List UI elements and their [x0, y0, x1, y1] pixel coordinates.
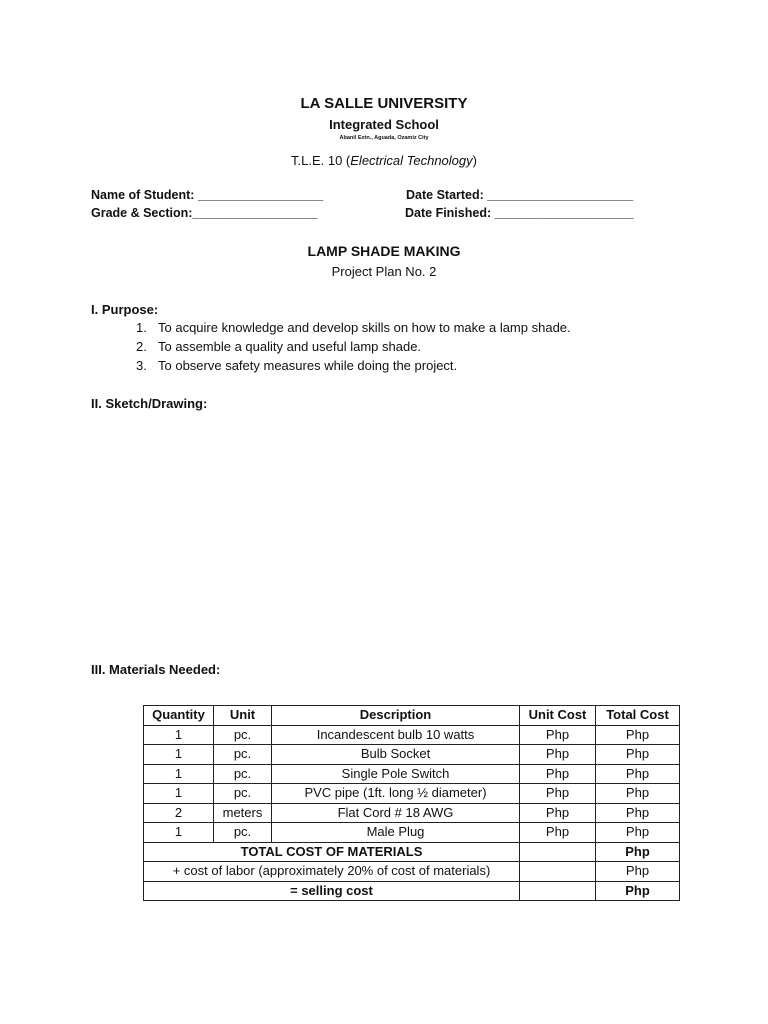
name-of-student-field[interactable]: Name of Student: __________________ [91, 188, 324, 202]
materials-heading: III. Materials Needed: [91, 662, 221, 677]
cell-quantity: 1 [144, 784, 214, 804]
selling-cost-row [144, 881, 680, 901]
cell-unit-cost: Php [520, 823, 596, 843]
selling-cost-unit-cell [520, 881, 596, 901]
selling-cost-value: Php [596, 881, 680, 901]
cell-unit-cost: Php [520, 803, 596, 823]
date-started-field[interactable]: Date Started: _____________________ [406, 188, 634, 202]
table-header-row [144, 706, 680, 726]
cell-unit-cost: Php [520, 764, 596, 784]
cell-unit-cost: Php [520, 745, 596, 765]
project-plan: Project Plan No. 2 [331, 264, 437, 279]
total-cost-unit-cell [520, 842, 596, 862]
table-row [144, 823, 680, 843]
grade-section-field[interactable]: Grade & Section:__________________ [91, 206, 318, 220]
column-header-quantity: Quantity [144, 706, 214, 726]
cell-unit: pc. [214, 745, 272, 765]
table-row [144, 803, 680, 823]
purpose-item-number: 2. [136, 339, 147, 354]
purpose-item-number: 3. [136, 358, 147, 373]
sketch-heading: II. Sketch/Drawing: [91, 396, 208, 411]
cell-unit: pc. [214, 764, 272, 784]
cell-quantity: 1 [144, 764, 214, 784]
project-title: LAMP SHADE MAKING [307, 243, 461, 259]
labor-cost-unit-cell [520, 862, 596, 882]
purpose-item-text: To observe safety measures while doing the project. [158, 358, 458, 373]
cell-unit: meters [214, 803, 272, 823]
cell-total-cost: Php [596, 784, 680, 804]
table-row [144, 725, 680, 745]
column-header-total-cost: Total Cost [596, 706, 680, 726]
subject-suffix: ) [472, 153, 477, 168]
cell-description: Bulb Socket [272, 745, 520, 765]
school-address: Abanil Extn., Aguada, Ozamiz City [339, 135, 429, 141]
cell-unit: pc. [214, 784, 272, 804]
cell-description: Flat Cord # 18 AWG [272, 803, 520, 823]
column-header-description: Description [272, 706, 520, 726]
purpose-item [136, 320, 571, 335]
cell-total-cost: Php [596, 764, 680, 784]
selling-cost-label: = selling cost [144, 881, 520, 901]
cell-unit: pc. [214, 823, 272, 843]
purpose-item-text: To assemble a quality and useful lamp shade. [158, 339, 422, 354]
total-cost-value: Php [596, 842, 680, 862]
cell-description: Male Plug [272, 823, 520, 843]
cell-total-cost: Php [596, 803, 680, 823]
cell-description: Single Pole Switch [272, 764, 520, 784]
cell-quantity: 1 [144, 823, 214, 843]
cell-unit-cost: Php [520, 725, 596, 745]
sketch-area [91, 418, 679, 648]
labor-cost-row [144, 862, 680, 882]
labor-cost-value: Php [596, 862, 680, 882]
cell-total-cost: Php [596, 725, 680, 745]
purpose-item-number: 1. [136, 320, 147, 335]
table-row [144, 784, 680, 804]
total-cost-row [144, 842, 680, 862]
cell-description: PVC pipe (1ft. long ½ diameter) [272, 784, 520, 804]
purpose-item [136, 358, 457, 373]
cell-unit: pc. [214, 725, 272, 745]
university-name: LA SALLE UNIVERSITY [300, 95, 468, 112]
subject-italic: Electrical Technology [350, 153, 473, 168]
subject-prefix: T.L.E. 10 ( [291, 153, 351, 168]
purpose-item [136, 339, 421, 354]
cell-description: Incandescent bulb 10 watts [272, 725, 520, 745]
cell-total-cost: Php [596, 823, 680, 843]
column-header-unit: Unit [214, 706, 272, 726]
labor-cost-label: + cost of labor (approximately 20% of cost of materials) [144, 862, 520, 882]
cell-quantity: 1 [144, 745, 214, 765]
total-cost-label: TOTAL COST OF MATERIALS [144, 842, 520, 862]
column-header-unit-cost: Unit Cost [520, 706, 596, 726]
subject-line [0, 153, 768, 168]
purpose-heading: I. Purpose: [91, 302, 159, 317]
school-name: Integrated School [329, 117, 439, 132]
cell-unit-cost: Php [520, 784, 596, 804]
materials-table [143, 705, 680, 901]
cell-quantity: 1 [144, 725, 214, 745]
cell-quantity: 2 [144, 803, 214, 823]
date-finished-field[interactable]: Date Finished: ____________________ [405, 206, 634, 220]
table-row [144, 764, 680, 784]
purpose-item-text: To acquire knowledge and develop skills on how to make a lamp shade. [158, 320, 571, 335]
table-row [144, 745, 680, 765]
cell-total-cost: Php [596, 745, 680, 765]
